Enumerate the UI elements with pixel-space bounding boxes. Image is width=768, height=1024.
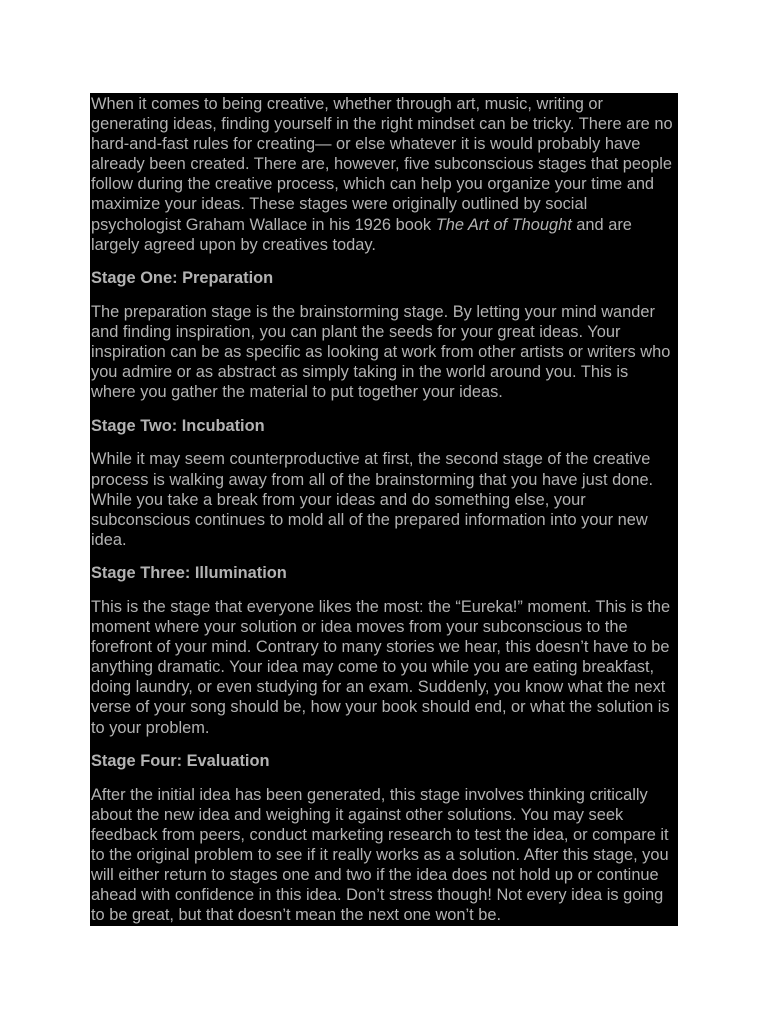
section-body-illumination: This is the stage that everyone likes the most: the “Eureka!” moment. This is the moment where your solution or idea moves from your subconscious to the forefront of your mind. Contrary to many stories we hear, this doesn’t have to be anything dramatic. Your idea may come to you while you are eating breakfast, doing laundry, or even studying for an exam. Suddenly, you know what the next verse of your song should be, how your book should end, or what the solution is to your problem. (91, 597, 671, 737)
section-heading-illumination: Stage Three: Illumination (91, 564, 287, 583)
section-heading-evaluation: Stage Four: Evaluation (91, 752, 270, 771)
intro-text-start: When it comes to being creative, whether through art, music, writing or generating ideas, finding yourself in the right mindset can be tricky. There are no hard-and-fast rules for creating— or else whatever it is would probably have already been created. There are, however, five subconscious stages that people follow during the creative process, which can help you organize your time and maximize your ideas. These stages were originally outlined by social psychologist Graham Wallace in his 1926 book (91, 95, 673, 234)
text-block (90, 93, 678, 926)
book-title: The Art of Thought (435, 215, 572, 234)
intro-paragraph (91, 94, 677, 255)
section-heading-incubation: Stage Two: Incubation (91, 416, 265, 435)
section-body-evaluation: After the initial idea has been generated, this stage involves thinking critically about the new idea and weighing it against other solutions. You may seek feedback from peers, conduct marketing research to test the idea, or compare it to the original problem to see if it really works as a solution. After this stage, you will either return to stages one and two if the idea does not hold up or continue ahead with confidence in this idea. Don’t stress though! Not every idea is going to be great, but that doesn’t mean the next one won’t be. (91, 785, 669, 925)
section-body-preparation: The preparation stage is the brainstorming stage. By letting your mind wander and finding inspiration, you can plant the seeds for your great ideas. Your inspiration can be as specific as looking at work from other artists or writers who you admire or as abstract as simply taking in the world around you. This is where you gather the material to put together your ideas. (91, 302, 671, 402)
intro-text-end: and are largely agreed upon by creatives today. (91, 215, 632, 254)
section-heading-preparation: Stage One: Preparation (91, 269, 274, 288)
section-body-incubation: While it may seem counterproductive at first, the second stage of the creative process is walking away from all of the brainstorming that you have just done. While you take a break from your ideas and do something else, your subconscious continues to mold all of the prepared information into your new idea. (91, 450, 654, 549)
